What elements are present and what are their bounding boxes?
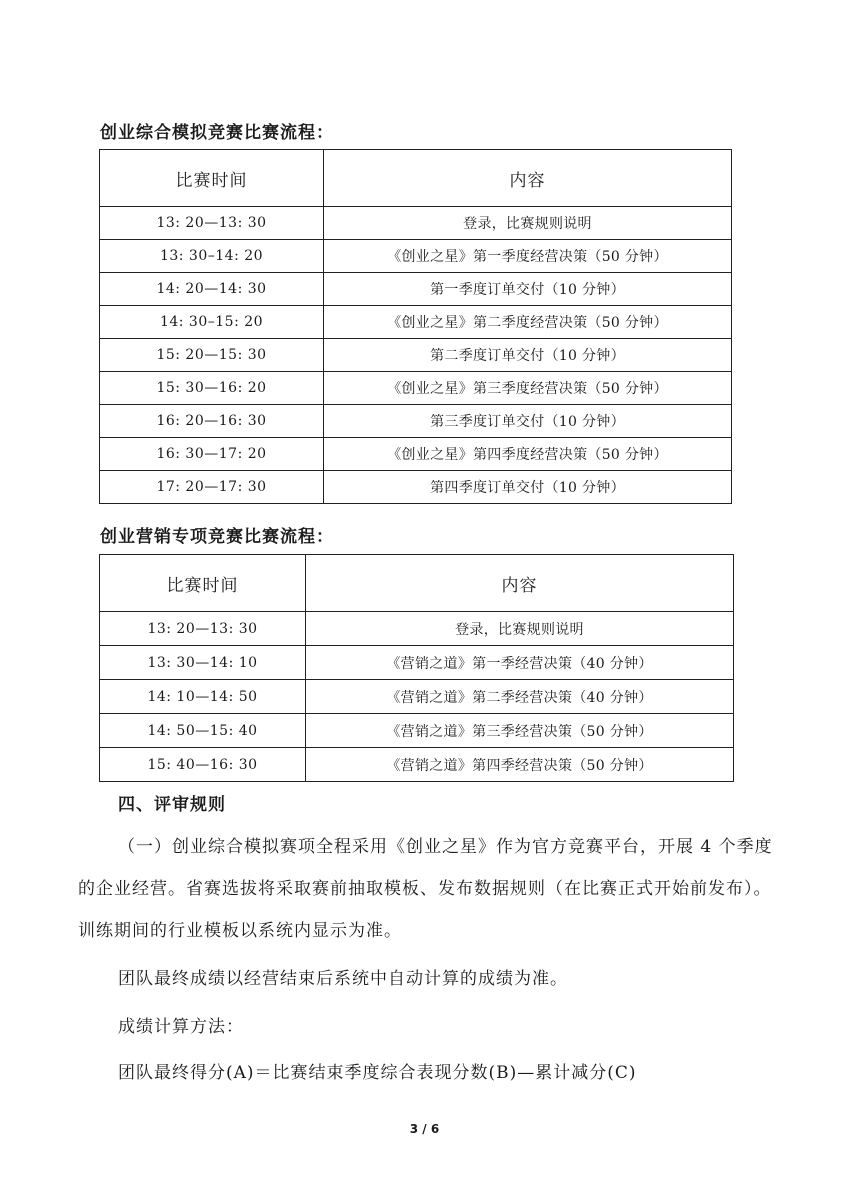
- row-content: 第一季度订单交付（10 分钟）: [324, 273, 732, 306]
- table-row: [100, 612, 734, 646]
- table-row: [100, 207, 732, 240]
- row-content: 第二季度订单交付（10 分钟）: [324, 339, 732, 372]
- table-row: [100, 372, 732, 405]
- row-content: 《创业之星》第一季度经营决策（50 分钟）: [324, 240, 732, 273]
- table2-col-time: 比赛时间: [100, 555, 306, 612]
- row-content: 《营销之道》第二季经营决策（40 分钟）: [306, 680, 734, 714]
- row-time: 13: 20—13: 30: [100, 207, 324, 240]
- row-content: 《创业之星》第四季度经营决策（50 分钟）: [324, 438, 732, 471]
- table-row: [100, 646, 734, 680]
- row-content: 第四季度订单交付（10 分钟）: [324, 471, 732, 504]
- row-time: 13: 30—14: 10: [100, 646, 306, 680]
- row-content: 第三季度订单交付（10 分钟）: [324, 405, 732, 438]
- paragraph-formula: 团队最终得分(A)＝比赛结束季度综合表现分数(B)—累计减分(C): [118, 1063, 637, 1083]
- row-content: 《营销之道》第三季经营决策（50 分钟）: [306, 714, 734, 748]
- table-row: [100, 306, 732, 339]
- table-row: [100, 680, 734, 714]
- paragraph-rules: （一）创业综合模拟赛项全程采用《创业之星》作为官方竞赛平台，开展 4 个季度的企业经营。省赛选拔将采取赛前抽取模板、发布数据规则（在比赛正式开始前发布）。训练期间的行业模板以系统内显示为准。: [78, 837, 773, 941]
- table-row: [100, 471, 732, 504]
- table-row: [100, 748, 734, 782]
- row-time: 17: 20—17: 30: [100, 471, 324, 504]
- table-row: [100, 714, 734, 748]
- row-time: 14: 10—14: 50: [100, 680, 306, 714]
- row-content: 登录，比赛规则说明: [324, 207, 732, 240]
- row-time: 14: 20—14: 30: [100, 273, 324, 306]
- row-content: 《营销之道》第一季经营决策（40 分钟）: [306, 646, 734, 680]
- table2-heading: 创业营销专项竞赛比赛流程：: [100, 527, 334, 547]
- table1-header-row: [100, 150, 732, 207]
- table-row: [100, 339, 732, 372]
- table2-schedule: [99, 554, 734, 782]
- row-time: 13: 30–14: 20: [100, 240, 324, 273]
- table-row: [100, 438, 732, 471]
- paragraph-method-label: 成绩计算方法：: [118, 1017, 244, 1037]
- section-title: 四、评审规则: [118, 795, 226, 815]
- row-time: 15: 20—15: 30: [100, 339, 324, 372]
- row-time: 14: 50—15: 40: [100, 714, 306, 748]
- table1-schedule: [99, 149, 732, 504]
- table1-heading: 创业综合模拟竞赛比赛流程：: [100, 123, 334, 143]
- paragraph-final-score: 团队最终成绩以经营结束后系统中自动计算的成绩为准。: [118, 969, 568, 989]
- row-time: 16: 30—17: 20: [100, 438, 324, 471]
- table2-header-row: [100, 555, 734, 612]
- row-time: 16: 20—16: 30: [100, 405, 324, 438]
- table1-col-content: 内容: [324, 150, 732, 207]
- table1-col-time: 比赛时间: [100, 150, 324, 207]
- row-time: 14: 30–15: 20: [100, 306, 324, 339]
- page-number: 3 / 6: [409, 1122, 440, 1136]
- row-content: 登录，比赛规则说明: [306, 612, 734, 646]
- table-row: [100, 405, 732, 438]
- row-content: 《创业之星》第二季度经营决策（50 分钟）: [324, 306, 732, 339]
- row-content: 《营销之道》第四季经营决策（50 分钟）: [306, 748, 734, 782]
- table-row: [100, 273, 732, 306]
- table2-col-content: 内容: [306, 555, 734, 612]
- row-time: 15: 40—16: 30: [100, 748, 306, 782]
- table-row: [100, 240, 732, 273]
- row-time: 13: 20—13: 30: [100, 612, 306, 646]
- row-time: 15: 30—16: 20: [100, 372, 324, 405]
- row-content: 《创业之星》第三季度经营决策（50 分钟）: [324, 372, 732, 405]
